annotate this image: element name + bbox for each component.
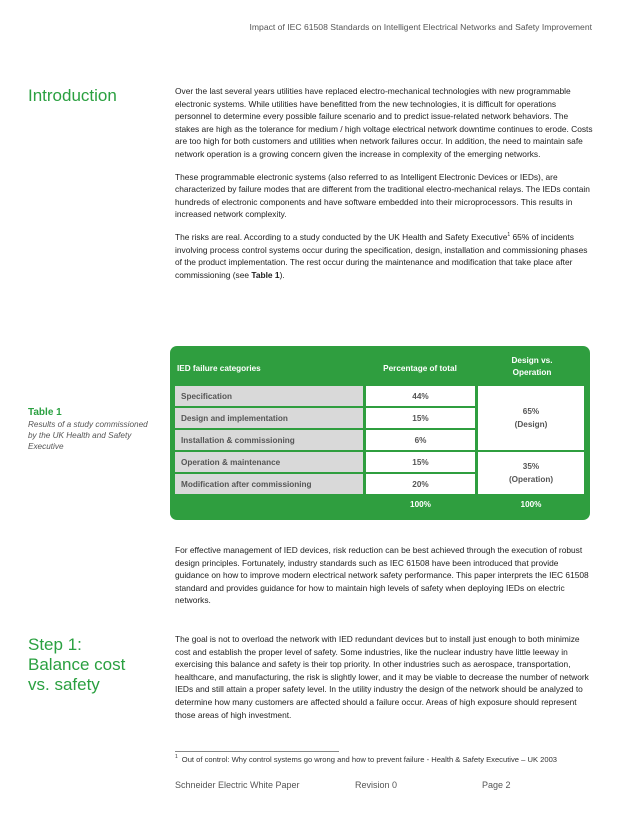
total-design-operation: 100% bbox=[520, 499, 542, 509]
footnote-reference[interactable]: 1 bbox=[507, 232, 511, 239]
design-group-cell bbox=[478, 386, 584, 450]
table-caption-description: Results of a study commissioned by the UK Health and Safety Executive bbox=[28, 420, 148, 451]
table-reference: Table 1 bbox=[251, 269, 280, 280]
footer-company: Schneider Electric White Paper bbox=[175, 780, 300, 790]
intro-paragraph-3-part-a: The risks are real. According to a study conducted by the UK Health and Safety Executive bbox=[175, 231, 508, 242]
operation-group-value: 35% bbox=[522, 462, 540, 471]
row-percent-specification: 44% bbox=[366, 386, 475, 406]
intro-paragraph-2: These programmable electronic systems (also referred to as Intelligent Electronic Devices or IEDs), are characterized by failure modes that are different from the traditional electro-mechanical relays. The IEDs contain hundreds of electronic components and have software embedded into their microprocessors. This results in increased network complexity. bbox=[175, 171, 590, 220]
footnote bbox=[175, 755, 593, 765]
header-percentage: Percentage of total bbox=[383, 364, 457, 373]
row-percent-modification: 20% bbox=[366, 474, 475, 494]
step1-heading bbox=[28, 635, 125, 695]
page-header-title: Impact of IEC 61508 Standards on Intelligent Electrical Networks and Safety Improvement bbox=[249, 22, 592, 32]
table-caption bbox=[28, 406, 158, 452]
intro-paragraph-3-part-c: ). bbox=[279, 269, 285, 280]
operation-group-label: (Operation) bbox=[508, 475, 554, 484]
step1-body bbox=[175, 633, 593, 731]
footnote-number: 1 bbox=[175, 754, 178, 761]
design-group-label: (Design) bbox=[514, 420, 548, 429]
ied-failure-table bbox=[170, 346, 590, 520]
step1-paragraph: The goal is not to overload the network with IED redundant devices but to install just enough to both minimize cost and establish the proper level of safety. Some industries, like the nuclear industry have little leeway in exercising this balance and safety is their top priority. In other industries such as aerospace, transportation, healthcare, and manufacturing, the risk is slightly lower, and it may be viable to decrease the number of network IEDs and still attain a proper safety level. In the utility industry the design of the network should be analyzed to determine how many customers are affected should a failure occur. Areas of high exposure should represent those areas of high investment. bbox=[175, 634, 589, 720]
introduction-body bbox=[175, 85, 593, 291]
step1-heading-line-2: Balance cost bbox=[28, 655, 126, 674]
row-percent-operation-maintenance: 15% bbox=[366, 452, 475, 472]
row-label-installation-commissioning: Installation & commissioning bbox=[175, 430, 363, 450]
row-percent-installation-commissioning: 6% bbox=[366, 430, 475, 450]
operation-group-cell bbox=[478, 452, 584, 494]
intro-paragraph-3 bbox=[175, 231, 593, 281]
header-category: IED failure categories bbox=[177, 364, 261, 373]
introduction-heading: Introduction bbox=[28, 86, 117, 105]
footnote-divider bbox=[175, 751, 339, 752]
intro-paragraph-1: Over the last several years utilities have replaced electro-mechanical technologies with new programmable electronic systems. While utilities have benefitted from the new technologies, it is difficult for operations personnel to determine every possible failure scenario and to predict issue-related network behaviors. The stakes are high as the tolerance for medium / high voltage electrical network downtime continues to erode. Costs are too high for both customers and utilities when network failures occur. In addition, the need to maintain safe network operation is a growing concern given the increase in complexity of the emerging networks. bbox=[175, 86, 593, 159]
footnote-text: Out of control: Why control systems go wrong and how to prevent failure - Health & Safety Executive – UK 2003 bbox=[181, 755, 558, 764]
step1-heading-line-1: Step 1: bbox=[28, 635, 82, 654]
header-design-vs-operation: Design vs. Operation bbox=[511, 356, 553, 377]
row-percent-design-implementation: 15% bbox=[366, 408, 475, 428]
risk-reduction-paragraph: For effective management of IED devices, risk reduction can be best achieved through the execution of robust design principles. Fortunately, industry standards such as IEC 61508 have been introduced that provide guidance on how to improve modern electrical network safety performance. This paper interprets the IEC 61508 standard and provides guidance for how to maintain high levels of safety when deploying IEDs on electric networks. bbox=[175, 545, 589, 606]
footer-revision: Revision 0 bbox=[355, 780, 398, 790]
risk-reduction-body bbox=[175, 544, 593, 617]
intro-paragraph-3-part-b: 65% of incidents involving process control systems occur during the specification, design, installation and commissioning phases of the product implementation. The rest occur during the maintenance and modification that take place after commissioning (see bbox=[175, 231, 588, 280]
step1-heading-line-3: vs. safety bbox=[28, 675, 100, 694]
row-label-design-implementation: Design and implementation bbox=[175, 408, 363, 428]
total-percentage: 100% bbox=[410, 499, 431, 509]
row-label-modification: Modification after commissioning bbox=[175, 474, 363, 494]
row-label-specification: Specification bbox=[175, 386, 363, 406]
design-group-value: 65% bbox=[522, 407, 540, 416]
table-caption-title: Table 1 bbox=[28, 407, 62, 418]
row-label-operation-maintenance: Operation & maintenance bbox=[175, 452, 363, 472]
footer-page-number: Page 2 bbox=[482, 780, 511, 790]
